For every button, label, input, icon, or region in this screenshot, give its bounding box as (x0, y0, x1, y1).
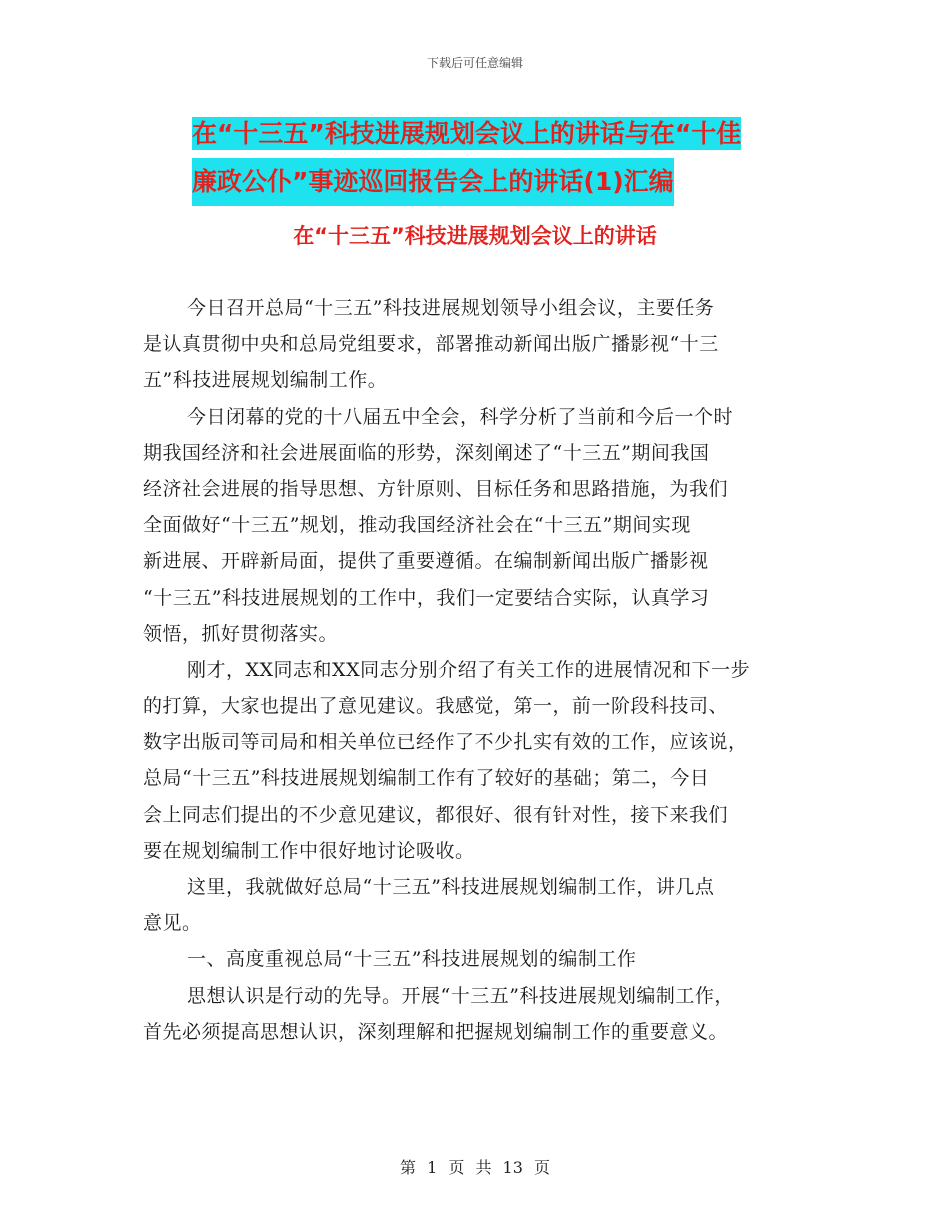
text-line: 领悟，抓好贯彻落实。 (143, 622, 339, 645)
section-heading: 一、高度重视总局“十三五”科技进展规划的编制工作 (187, 948, 637, 971)
text-line: 是认真贯彻中央和总局党组要求，部署推动新闻出版广播影视“十三 (143, 333, 719, 356)
text-line: 今日召开总局“十三五”科技进展规划领导小组会议，主要任务 (187, 297, 715, 319)
header-note: 下载后可任意编辑 (426, 56, 523, 70)
text-line: 这里，我就做好总局“十三五”科技进展规划编制工作，讲几点 (187, 876, 715, 898)
text-line: 思想认识是行动的先导。开展“十三五”科技进展规划编制工作， (187, 984, 734, 1007)
text-line: 经济社会进展的指导思想、方针原则、目标任务和思路措施，为我们 (143, 477, 729, 500)
section-title: 在“十三五”科技进展规划会议上的讲话 (293, 224, 657, 248)
text-line: 要在规划编制工作中很好地讨论吸收。 (143, 839, 475, 862)
text-line: 意见。 (143, 912, 202, 935)
text-line: 会上同志们提出的不少意见建议，都很好、很有针对性，接下来我们 (143, 803, 729, 826)
title-line-1: 在“十三五”科技进展规划会议上的讲话与在“十佳 (192, 119, 742, 148)
title-line-2: 廉政公仆”事迹巡回报告会上的讲话(1)汇编 (192, 158, 674, 206)
text-line: 总局“十三五”科技进展规划编制工作有了较好的基础；第二，今日 (143, 767, 710, 790)
text-line: 的打算，大家也提出了意见建议。我感觉，第一，前一阶段科技司、 (143, 695, 729, 718)
document-body (143, 290, 811, 1050)
text-line: 五”科技进展规划编制工作。 (143, 369, 388, 392)
text-line: 全面做好“十三五”规划，推动我国经济社会在“十三五”期间实现 (143, 514, 691, 537)
text-line: 今日闭幕的党的十八届五中全会，科学分析了当前和今后一个时 (187, 405, 734, 428)
page-number: 第 1 页 共 13 页 (400, 1158, 550, 1177)
text-line: 新进展、开辟新局面，提供了重要遵循。在编制新闻出版广播影视 (143, 550, 709, 573)
text-line: 数字出版司等司局和相关单位已经作了不少扎实有效的工作，应该说， (143, 731, 748, 754)
text-line: 首先必须提高思想认识，深刻理解和把握规划编制工作的重要意义。 (143, 1020, 729, 1043)
document-title (192, 112, 832, 206)
text-line: 期我国经济和社会进展面临的形势，深刻阐述了“十三五”期间我国 (143, 441, 710, 464)
text-line: 刚才，XX同志和XX同志分别介绍了有关工作的进展情况和下一步 (187, 658, 751, 681)
text-line: “十三五”科技进展规划的工作中，我们一定要结合实际，认真学习 (143, 586, 710, 609)
